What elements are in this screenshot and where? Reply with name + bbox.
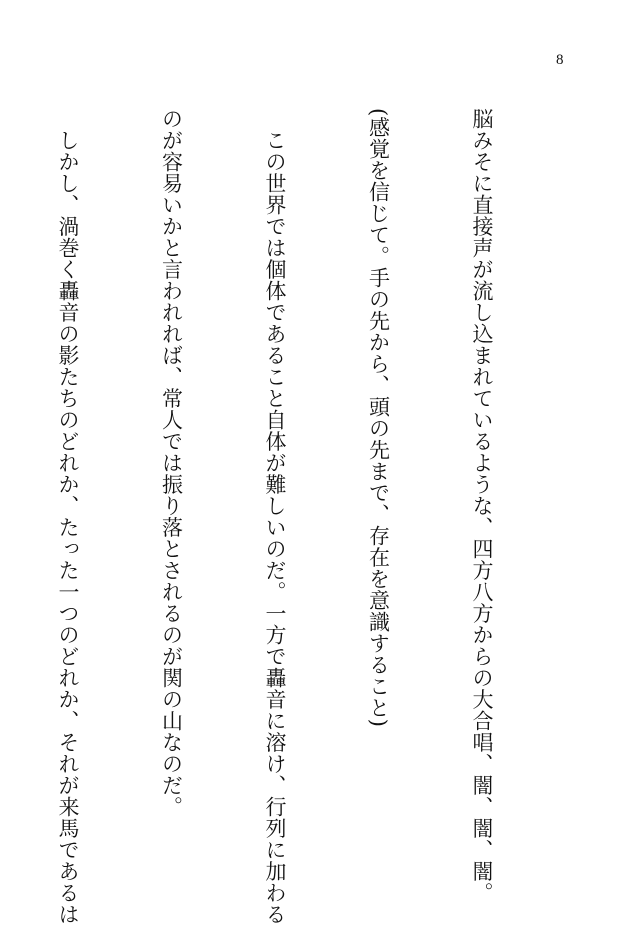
body-text <box>0 108 568 925</box>
page-number: 8 <box>556 52 564 68</box>
text-line: (感覚を信じて。手の先から、頭の先まで、存在を意識すること) <box>366 108 391 728</box>
text-line: 脳みそに直接声が流し込まれているような、四方八方からの大合唱、闇、闇、闇。 <box>470 108 494 904</box>
text-line: この世界では個体であること自体が難しいのだ。一方で轟音に溶け、行列に加わる <box>263 108 287 925</box>
text-line: のが容易いかと言われれば、常人では振り落とされるのが関の山なのだ。 <box>159 108 184 818</box>
text-line: しかし、渦巻く轟音の影たちのどれか、たった一つのどれか、それが来馬であるは <box>56 108 80 925</box>
